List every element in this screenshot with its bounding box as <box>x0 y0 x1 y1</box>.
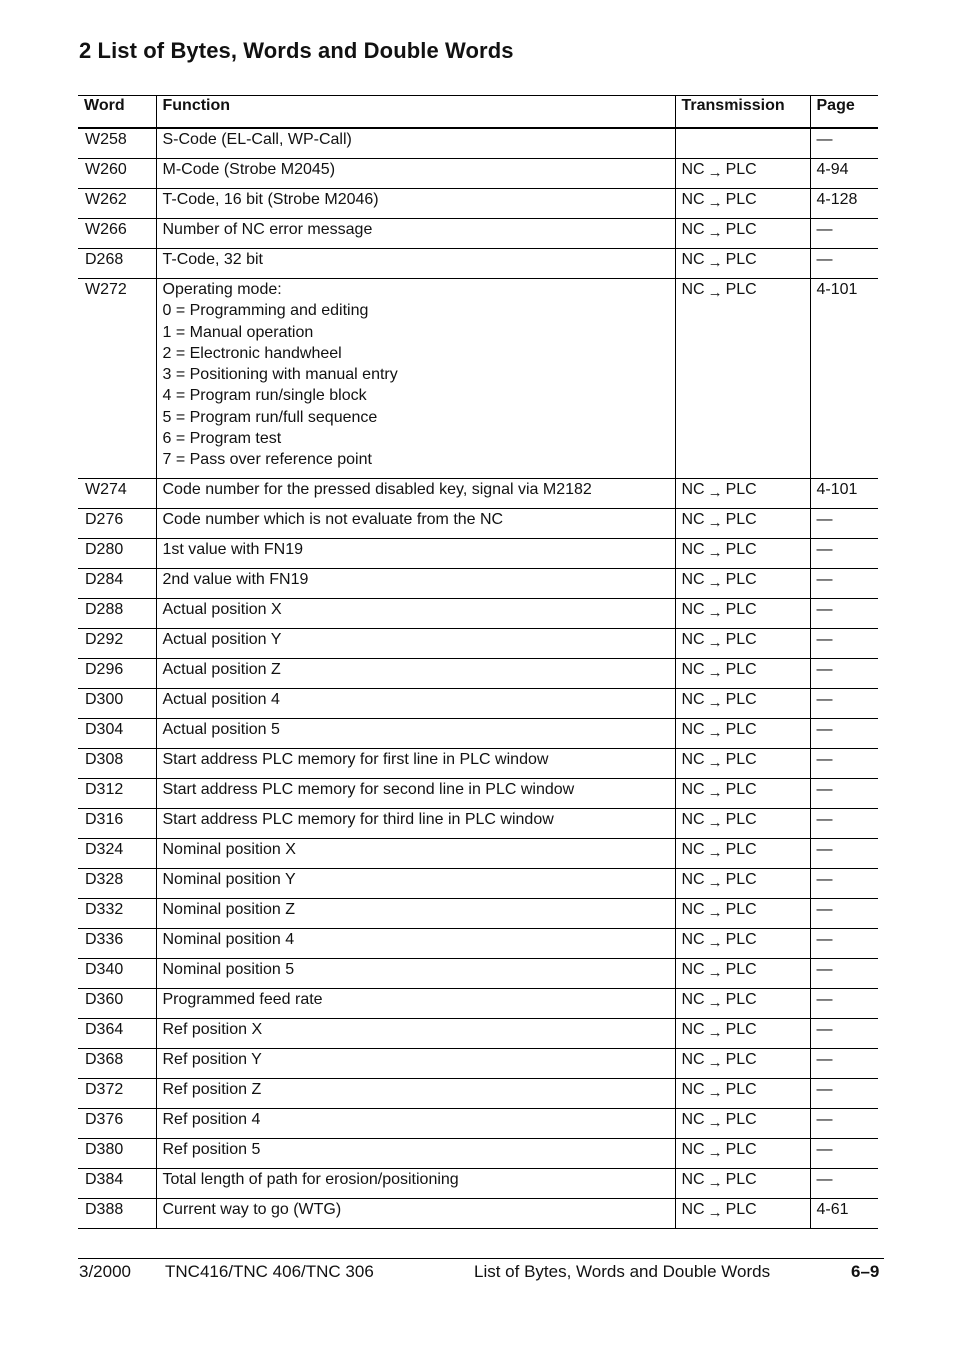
cell-function <box>156 749 675 779</box>
table-row <box>78 1199 878 1229</box>
transmission-target: PLC <box>725 871 757 888</box>
transmission-source: NC <box>681 1081 705 1098</box>
cell-page: — <box>810 749 878 779</box>
cell-transmission <box>675 219 810 249</box>
table-row <box>78 279 878 479</box>
cell-page: — <box>810 1019 878 1049</box>
function-line: Actual position 4 <box>162 691 280 708</box>
cell-word: D292 <box>78 629 156 659</box>
cell-transmission <box>675 189 810 219</box>
arrow-right-icon: → <box>707 1114 723 1131</box>
function-line: 5 = Program run/full sequence <box>162 408 378 426</box>
cell-transmission <box>675 929 810 959</box>
cell-function <box>156 719 675 749</box>
table-row <box>78 809 878 839</box>
transmission-source: NC <box>681 1051 705 1068</box>
cell-transmission <box>675 989 810 1019</box>
transmission-source: NC <box>681 631 705 648</box>
transmission-target: PLC <box>725 1111 757 1128</box>
transmission-source: NC <box>681 191 705 208</box>
cell-word: W274 <box>78 479 156 509</box>
cell-word: D276 <box>78 509 156 539</box>
table-row <box>78 599 878 629</box>
table-row <box>78 249 878 279</box>
arrow-right-icon: → <box>707 724 723 741</box>
arrow-right-icon: → <box>707 904 723 921</box>
cell-function <box>156 1079 675 1109</box>
cell-page: — <box>810 689 878 719</box>
arrow-right-icon: → <box>707 1054 723 1071</box>
cell-word: D360 <box>78 989 156 1019</box>
cell-function <box>156 569 675 599</box>
function-line: 1 = Manual operation <box>162 323 314 341</box>
cell-page: — <box>810 629 878 659</box>
transmission-source: NC <box>681 841 705 858</box>
transmission-target: PLC <box>725 1201 757 1218</box>
transmission-target: PLC <box>725 991 757 1008</box>
transmission-source: NC <box>681 541 705 558</box>
table-row <box>78 689 878 719</box>
cell-page: — <box>810 1079 878 1109</box>
footer-section-title: List of Bytes, Words and Double Words <box>474 1262 771 1281</box>
table-row <box>78 839 878 869</box>
cell-page: — <box>810 659 878 689</box>
table-row <box>78 659 878 689</box>
transmission-target: PLC <box>725 841 757 858</box>
cell-word: D324 <box>78 839 156 869</box>
transmission-target: PLC <box>725 1141 757 1158</box>
cell-word: W262 <box>78 189 156 219</box>
cell-transmission <box>675 959 810 989</box>
table-row <box>78 159 878 189</box>
arrow-right-icon: → <box>707 1084 723 1101</box>
function-line: Ref position 5 <box>162 1141 261 1158</box>
table-row <box>78 929 878 959</box>
footer-divider <box>78 1258 884 1259</box>
cell-page: — <box>810 1049 878 1079</box>
function-line: Operating mode: <box>162 281 282 298</box>
cell-transmission <box>675 629 810 659</box>
cell-transmission <box>675 569 810 599</box>
cell-function <box>156 899 675 929</box>
cell-page: — <box>810 839 878 869</box>
cell-transmission <box>675 128 810 159</box>
transmission-target: PLC <box>725 1171 757 1188</box>
cell-page: — <box>810 719 878 749</box>
cell-page: — <box>810 1169 878 1199</box>
arrow-right-icon: → <box>707 574 723 591</box>
words-table <box>78 95 878 1229</box>
transmission-target: PLC <box>725 721 757 738</box>
column-header-page: Page <box>810 96 878 129</box>
cell-page: — <box>810 899 878 929</box>
footer-model: TNC416/TNC 406/TNC 306 <box>165 1262 374 1281</box>
cell-transmission <box>675 809 810 839</box>
transmission-target: PLC <box>725 781 757 798</box>
cell-word: D376 <box>78 1109 156 1139</box>
transmission-target: PLC <box>725 811 757 828</box>
table-row <box>78 539 878 569</box>
transmission-source: NC <box>681 511 705 528</box>
function-line: 3 = Positioning with manual entry <box>162 366 398 384</box>
cell-word: D288 <box>78 599 156 629</box>
function-line: S-Code (EL-Call, WP-Call) <box>162 131 352 148</box>
footer-date: 3/2000 <box>79 1262 131 1281</box>
arrow-right-icon: → <box>707 964 723 981</box>
cell-function <box>156 1109 675 1139</box>
cell-word: D332 <box>78 899 156 929</box>
function-line: Ref position X <box>162 1021 263 1038</box>
function-line: Code number which is not evaluate from the NC <box>162 511 504 528</box>
cell-function <box>156 1199 675 1229</box>
table-row <box>78 1079 878 1109</box>
arrow-right-icon: → <box>707 994 723 1011</box>
cell-transmission <box>675 1109 810 1139</box>
transmission-target: PLC <box>725 221 757 238</box>
table-row <box>78 1049 878 1079</box>
table-header-row <box>78 96 878 129</box>
cell-transmission <box>675 279 810 479</box>
cell-page: — <box>810 779 878 809</box>
transmission-target: PLC <box>725 691 757 708</box>
table-row <box>78 989 878 1019</box>
arrow-right-icon: → <box>707 754 723 771</box>
transmission-source: NC <box>681 1201 705 1218</box>
cell-word: D280 <box>78 539 156 569</box>
function-line: Current way to go (WTG) <box>162 1201 342 1218</box>
cell-page: — <box>810 599 878 629</box>
cell-function <box>156 249 675 279</box>
table-row <box>78 128 878 159</box>
transmission-source: NC <box>681 251 705 268</box>
cell-transmission <box>675 749 810 779</box>
function-line: 2 = Electronic handwheel <box>162 344 342 362</box>
function-line: Actual position 5 <box>162 721 280 738</box>
transmission-target: PLC <box>725 931 757 948</box>
arrow-right-icon: → <box>707 224 723 241</box>
cell-function <box>156 279 675 479</box>
arrow-right-icon: → <box>707 844 723 861</box>
transmission-target: PLC <box>725 161 757 178</box>
cell-function <box>156 1049 675 1079</box>
cell-transmission <box>675 839 810 869</box>
cell-word: D368 <box>78 1049 156 1079</box>
cell-word: D284 <box>78 569 156 599</box>
table-row <box>78 1139 878 1169</box>
table-row <box>78 629 878 659</box>
cell-transmission <box>675 479 810 509</box>
transmission-source: NC <box>681 931 705 948</box>
cell-function <box>156 689 675 719</box>
transmission-target: PLC <box>725 281 757 298</box>
cell-word: W266 <box>78 219 156 249</box>
cell-function <box>156 539 675 569</box>
transmission-source: NC <box>681 901 705 918</box>
function-line: Start address PLC memory for third line in PLC window <box>162 811 554 828</box>
cell-word: W272 <box>78 279 156 479</box>
transmission-target: PLC <box>725 511 757 528</box>
cell-word: D312 <box>78 779 156 809</box>
cell-word: D388 <box>78 1199 156 1229</box>
cell-page: 4-61 <box>810 1199 878 1229</box>
function-line: Number of NC error message <box>162 221 373 238</box>
cell-transmission <box>675 1079 810 1109</box>
transmission-source: NC <box>681 1111 705 1128</box>
cell-word: D296 <box>78 659 156 689</box>
function-line: Ref position Z <box>162 1081 262 1098</box>
cell-transmission <box>675 1199 810 1229</box>
transmission-source: NC <box>681 571 705 588</box>
cell-page: 4-101 <box>810 479 878 509</box>
cell-page: — <box>810 539 878 569</box>
function-line: 1st value with FN19 <box>162 541 304 558</box>
cell-transmission <box>675 599 810 629</box>
transmission-source: NC <box>681 961 705 978</box>
cell-transmission <box>675 539 810 569</box>
arrow-right-icon: → <box>707 1174 723 1191</box>
arrow-right-icon: → <box>707 784 723 801</box>
arrow-right-icon: → <box>707 814 723 831</box>
transmission-target: PLC <box>725 661 757 678</box>
cell-word: W258 <box>78 128 156 159</box>
cell-function <box>156 959 675 989</box>
transmission-source: NC <box>681 281 705 298</box>
arrow-right-icon: → <box>707 164 723 181</box>
cell-function <box>156 159 675 189</box>
cell-page: — <box>810 809 878 839</box>
function-line: 2nd value with FN19 <box>162 571 309 588</box>
cell-word: D300 <box>78 689 156 719</box>
transmission-target: PLC <box>725 481 757 498</box>
cell-function <box>156 779 675 809</box>
arrow-right-icon: → <box>707 634 723 651</box>
arrow-right-icon: → <box>707 934 723 951</box>
cell-page: — <box>810 128 878 159</box>
arrow-right-icon: → <box>707 874 723 891</box>
cell-function <box>156 869 675 899</box>
transmission-target: PLC <box>725 541 757 558</box>
cell-page: — <box>810 219 878 249</box>
page-title: 2 List of Bytes, Words and Double Words <box>79 38 514 63</box>
cell-page: — <box>810 989 878 1019</box>
function-line: Code number for the pressed disabled key, signal via M2182 <box>162 481 592 498</box>
function-line: 6 = Program test <box>162 430 282 448</box>
table-body <box>78 128 878 1229</box>
transmission-source: NC <box>681 691 705 708</box>
table-row <box>78 569 878 599</box>
function-line: 4 = Program run/single block <box>162 387 367 405</box>
arrow-right-icon: → <box>707 514 723 531</box>
arrow-right-icon: → <box>707 254 723 271</box>
cell-function <box>156 189 675 219</box>
arrow-right-icon: → <box>707 1204 723 1221</box>
cell-word: D364 <box>78 1019 156 1049</box>
transmission-source: NC <box>681 1021 705 1038</box>
cell-transmission <box>675 899 810 929</box>
transmission-source: NC <box>681 721 705 738</box>
table-row <box>78 749 878 779</box>
table-row <box>78 1019 878 1049</box>
cell-word: D304 <box>78 719 156 749</box>
table-row <box>78 1169 878 1199</box>
transmission-target: PLC <box>725 251 757 268</box>
cell-page: — <box>810 929 878 959</box>
table-row <box>78 189 878 219</box>
column-header-transmission: Transmission <box>675 96 810 129</box>
function-line: 7 = Pass over reference point <box>162 451 372 469</box>
function-line: T-Code, 32 bit <box>162 251 263 268</box>
table-row <box>78 869 878 899</box>
cell-page: — <box>810 509 878 539</box>
arrow-right-icon: → <box>707 544 723 561</box>
transmission-target: PLC <box>725 571 757 588</box>
function-line: T-Code, 16 bit (Strobe M2046) <box>162 191 379 208</box>
function-line: M-Code (Strobe M2045) <box>162 161 336 178</box>
transmission-source: NC <box>681 781 705 798</box>
function-line: Nominal position Y <box>162 871 296 888</box>
cell-word: D380 <box>78 1139 156 1169</box>
transmission-target: PLC <box>725 631 757 648</box>
column-header-word: Word <box>78 96 156 129</box>
transmission-target: PLC <box>725 191 757 208</box>
cell-transmission <box>675 689 810 719</box>
arrow-right-icon: → <box>707 694 723 711</box>
cell-word: D328 <box>78 869 156 899</box>
transmission-target: PLC <box>725 1081 757 1098</box>
cell-function <box>156 1139 675 1169</box>
table-row <box>78 959 878 989</box>
arrow-right-icon: → <box>707 194 723 211</box>
function-line: Start address PLC memory for first line in PLC window <box>162 751 549 768</box>
cell-page: — <box>810 1139 878 1169</box>
cell-function <box>156 219 675 249</box>
transmission-source: NC <box>681 811 705 828</box>
cell-transmission <box>675 509 810 539</box>
column-header-function: Function <box>156 96 675 129</box>
function-line: Nominal position Z <box>162 901 295 918</box>
arrow-right-icon: → <box>707 484 723 501</box>
function-line: 0 = Programming and editing <box>162 302 369 320</box>
transmission-source: NC <box>681 991 705 1008</box>
function-line: Nominal position X <box>162 841 296 858</box>
function-line: Ref position Y <box>162 1051 262 1068</box>
cell-word: D384 <box>78 1169 156 1199</box>
function-line: Total length of path for erosion/positioning <box>162 1171 459 1188</box>
arrow-right-icon: → <box>707 1144 723 1161</box>
cell-page: — <box>810 569 878 599</box>
cell-transmission <box>675 659 810 689</box>
arrow-right-icon: → <box>707 604 723 621</box>
transmission-target: PLC <box>725 601 757 618</box>
arrow-right-icon: → <box>707 664 723 681</box>
cell-word: D372 <box>78 1079 156 1109</box>
cell-function <box>156 479 675 509</box>
cell-word: D308 <box>78 749 156 779</box>
cell-transmission <box>675 159 810 189</box>
transmission-source: NC <box>681 161 705 178</box>
cell-page: 4-94 <box>810 159 878 189</box>
cell-page: — <box>810 959 878 989</box>
transmission-target: PLC <box>725 751 757 768</box>
cell-transmission <box>675 779 810 809</box>
transmission-source: NC <box>681 1141 705 1158</box>
cell-function <box>156 929 675 959</box>
footer-page-number: 6–9 <box>851 1262 880 1281</box>
function-line: Actual position Z <box>162 661 281 678</box>
cell-transmission <box>675 1169 810 1199</box>
cell-page: 4-128 <box>810 189 878 219</box>
cell-word: W260 <box>78 159 156 189</box>
cell-function <box>156 809 675 839</box>
cell-function <box>156 629 675 659</box>
function-line: Actual position X <box>162 601 282 618</box>
transmission-target: PLC <box>725 1051 757 1068</box>
transmission-source: NC <box>681 751 705 768</box>
cell-transmission <box>675 1139 810 1169</box>
table-row <box>78 719 878 749</box>
cell-word: D268 <box>78 249 156 279</box>
arrow-right-icon: → <box>707 284 723 301</box>
cell-transmission <box>675 1019 810 1049</box>
transmission-source: NC <box>681 1171 705 1188</box>
function-line: Programmed feed rate <box>162 991 323 1008</box>
function-line: Nominal position 5 <box>162 961 295 978</box>
transmission-target: PLC <box>725 901 757 918</box>
cell-word: D340 <box>78 959 156 989</box>
transmission-source: NC <box>681 221 705 238</box>
function-line: Start address PLC memory for second line in PLC window <box>162 781 575 798</box>
arrow-right-icon: → <box>707 1024 723 1041</box>
cell-page: — <box>810 1109 878 1139</box>
table-row <box>78 1109 878 1139</box>
cell-function <box>156 1169 675 1199</box>
cell-transmission <box>675 249 810 279</box>
table-row <box>78 479 878 509</box>
cell-transmission <box>675 869 810 899</box>
transmission-source: NC <box>681 601 705 618</box>
function-line: Ref position 4 <box>162 1111 261 1128</box>
cell-function <box>156 839 675 869</box>
cell-word: D316 <box>78 809 156 839</box>
table-row <box>78 219 878 249</box>
transmission-target: PLC <box>725 961 757 978</box>
cell-transmission <box>675 719 810 749</box>
transmission-target: PLC <box>725 1021 757 1038</box>
cell-function <box>156 509 675 539</box>
table-row <box>78 899 878 929</box>
transmission-source: NC <box>681 871 705 888</box>
cell-function <box>156 599 675 629</box>
table-row <box>78 509 878 539</box>
transmission-source: NC <box>681 481 705 498</box>
cell-page: — <box>810 869 878 899</box>
cell-function <box>156 128 675 159</box>
cell-word: D336 <box>78 929 156 959</box>
cell-page: — <box>810 249 878 279</box>
cell-transmission <box>675 1049 810 1079</box>
table-row <box>78 779 878 809</box>
function-line: Actual position Y <box>162 631 282 648</box>
cell-function <box>156 659 675 689</box>
cell-function <box>156 989 675 1019</box>
function-line: Nominal position 4 <box>162 931 295 948</box>
transmission-source: NC <box>681 661 705 678</box>
cell-page: 4-101 <box>810 279 878 479</box>
cell-function <box>156 1019 675 1049</box>
